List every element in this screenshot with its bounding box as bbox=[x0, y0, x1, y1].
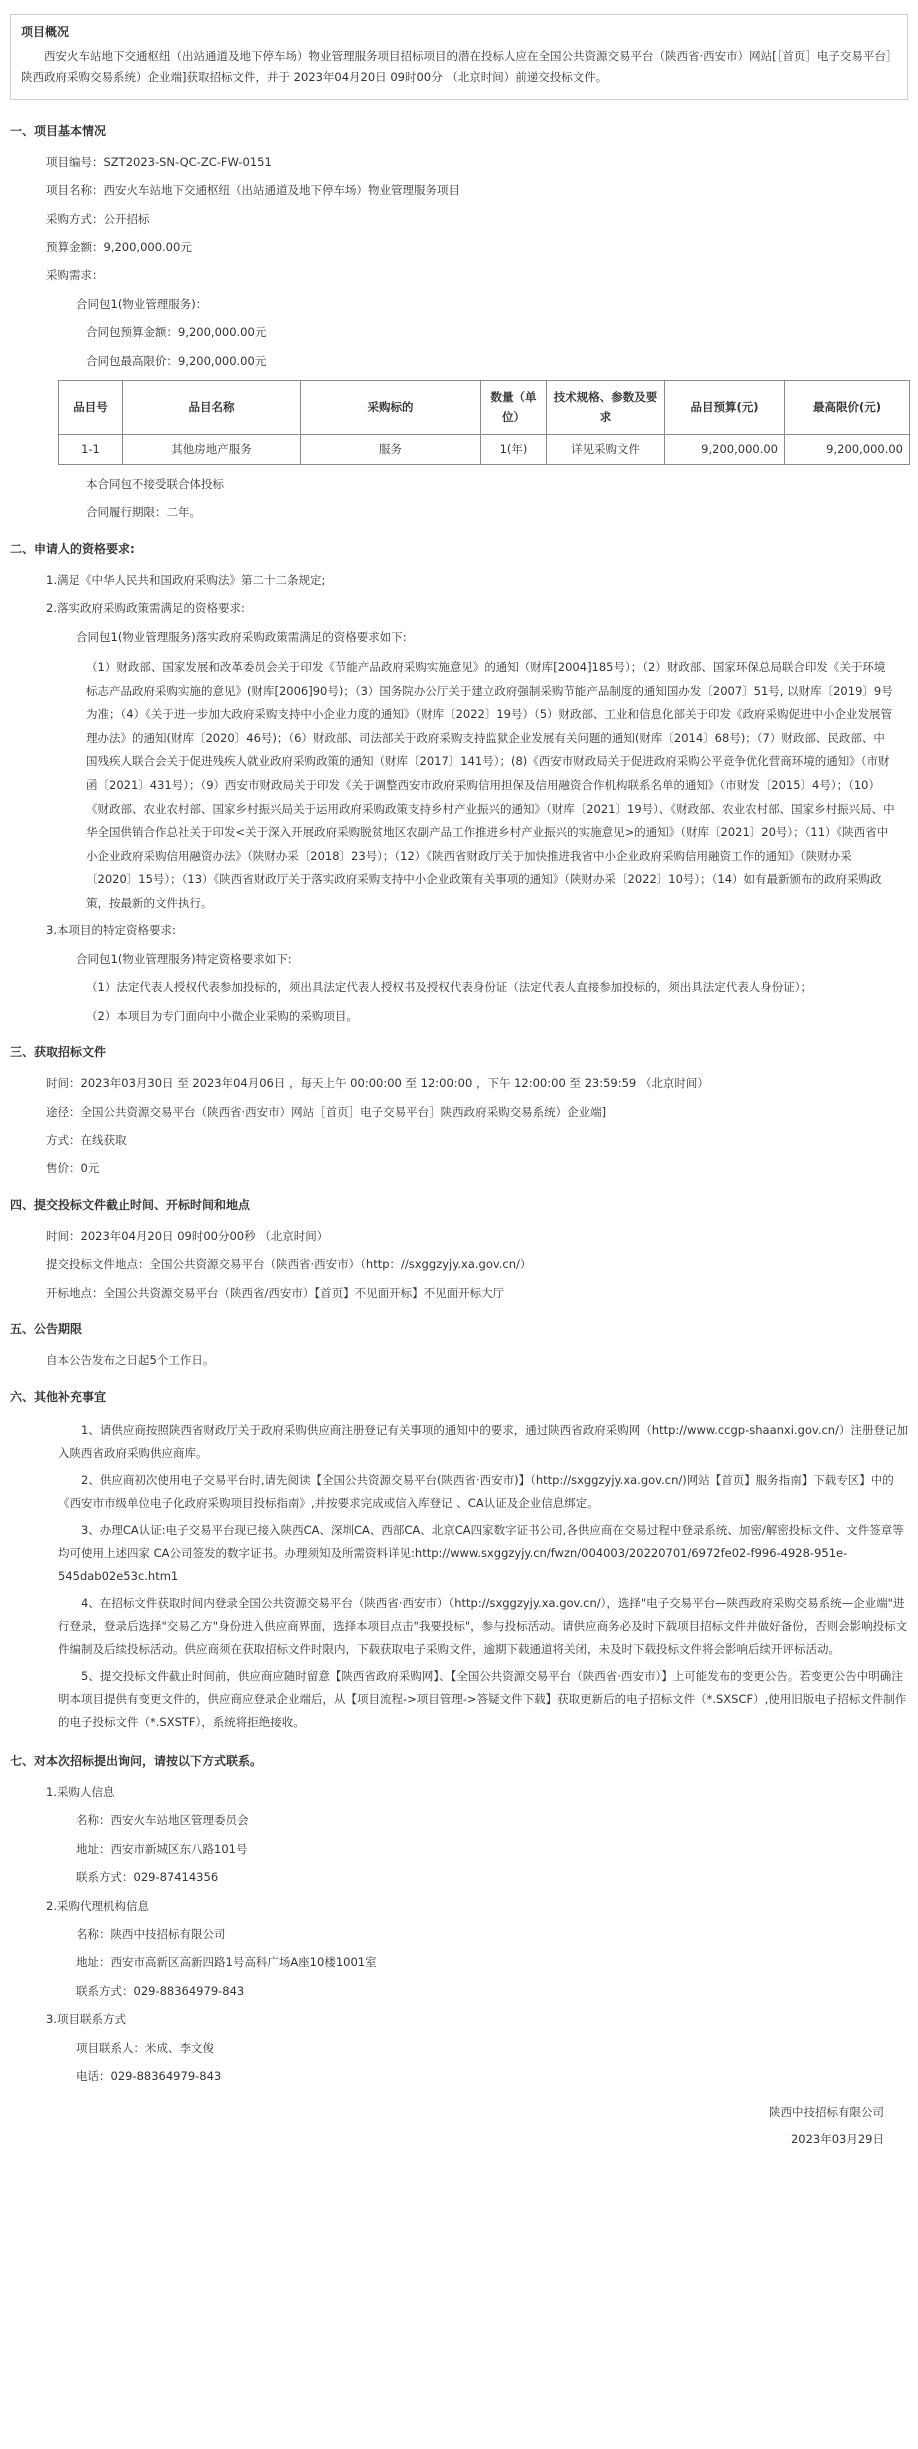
agency-address: 地址：西安市高新区高新四路1号高科广场A座10楼1001室 bbox=[76, 1955, 377, 1970]
overview-title: 项目概况 bbox=[21, 25, 70, 39]
col-header: 品目号 bbox=[59, 381, 123, 435]
submit-location: 提交投标文件地点：全国公共资源交易平台（陕西省·西安市）（http：//sxggzyjy.xa.gov.cn/） bbox=[46, 1257, 532, 1272]
section-qualification bbox=[10, 540, 908, 1025]
section-basic-info bbox=[10, 122, 908, 522]
section-title: 三、获取招标文件 bbox=[10, 1044, 107, 1059]
section-other-matters bbox=[10, 1388, 908, 1734]
purchaser-name: 名称：西安火车站地区管理委员会 bbox=[76, 1813, 249, 1828]
footer-company: 陕西中技招标有限公司 bbox=[769, 2105, 884, 2120]
section-contact bbox=[10, 1752, 908, 2085]
table-cell: 9,200,000.00 bbox=[665, 435, 785, 465]
table-cell: 服务 bbox=[301, 435, 481, 465]
section-title: 五、公告期限 bbox=[10, 1322, 83, 1337]
table-header-row bbox=[59, 381, 910, 435]
other-matter-paragraph: 3、办理CA认证:电子交易平台现已接入陕西CA、深圳CA、西部CA、北京CA四家数字证书公司,各供应商在交易过程中登录系统、加密/解密投标文件、文件签章等均可使用上述四家 CA公司签发的数字证书。办理须知及所需资料详见:http://www.sxggzyjy.cn/fwzn/004003/20220701/6972fe02-f996-4928-951e-545dab02e53c.htm1 bbox=[58, 1522, 904, 1583]
procurement-method: 采购方式：公开招标 bbox=[46, 211, 150, 226]
no-consortium-note: 本合同包不接受联合体投标 bbox=[86, 477, 224, 492]
qualification-item: 2.落实政府采购政策需满足的资格要求: bbox=[46, 601, 245, 616]
package-policy-heading: 合同包1(物业管理服务)落实政府采购政策需满足的资格要求如下: bbox=[76, 629, 407, 644]
section-obtain-docs bbox=[10, 1043, 908, 1178]
agency-phone: 联系方式：029-88364979-843 bbox=[76, 1983, 245, 1998]
section-title: 一、项目基本情况 bbox=[10, 123, 107, 138]
table-cell: 详见采购文件 bbox=[547, 435, 665, 465]
col-header: 最高限价(元) bbox=[785, 381, 910, 435]
obtain-time: 时间：2023年03月30日 至 2023年04月06日 ，每天上午 00:00:00 至 12:00:00 ，下午 12:00:00 至 23:59:59 （北京时间） bbox=[46, 1076, 709, 1091]
section-title: 二、申请人的资格要求: bbox=[10, 541, 135, 556]
footer-date: 2023年03月29日 bbox=[790, 2131, 884, 2146]
qualification-item: 3.本项目的特定资格要求: bbox=[46, 923, 176, 938]
notice-period-text: 自本公告发布之日起5个工作日。 bbox=[46, 1353, 215, 1368]
purchaser-heading: 1.采购人信息 bbox=[46, 1784, 115, 1799]
agency-name: 名称：陕西中技招标有限公司 bbox=[76, 1926, 226, 1941]
section-title: 四、提交投标文件截止时间、开标时间和地点 bbox=[10, 1197, 251, 1212]
obtain-method: 方式：在线获取 bbox=[46, 1132, 127, 1147]
policy-list-text: （1）财政部、国家发展和改革委员会关于印发《节能产品政府采购实施意见》的通知（财库[2004]185号）；（2）财政部、国家环保总局联合印发《关于环境标志产品政府采购实施的意见》(财库[2006]90号)；（3）国务院办公厅关于建立政府强制采购节能产品制度的通知国办发〔2007〕51号, 以财库〔2019〕9号为准；（4）《关于进一步加大政府采购支持中小企业力度的通知》（财库〔2022〕19号）（5）财政部、工业和信息化部关于印发《政府采购促进中小企业发展管理办法》的通知(财库〔2020〕46号)；（6）财政部、司法部关于政府采购支持监狱企业发展有关问题的通知(财库〔2014〕68号)；（7）财政部、民政部、中国残疾人联合会关于促进残疾人就业政府采购政策的通知（财库〔2017〕141号）；(8)《西安市财政局关于促进政府采购公平竞争优化营商环境的通知》（市财函〔2021〕431号）；（9）西安市财政局关于印发《关于调整西安市政府采购信用担保及信用融资合作机构联系名单的通知》（市财发〔2015〕4号）；（10）《财政部、农业农村部、国家乡村振兴局关于运用政府采购政策支持乡村产业振兴的通知》（财库〔2021〕19号）、《财政部、农业农村部、国家乡村振兴局、中华全国供销合作总社关于印发<关于深入开展政府采购脱贫地区农副产品工作推进乡村产业振兴的实施意见>的通知》（财库〔2021〕20号）；（11）《陕西省中小企业政府采购信用融资办法》（陕财办采〔2018〕23号）；（12）《陕西省财政厅关于加快推进我省中小企业政府采购信用融资工作的通知》（陕财办采〔2020〕15号）；（13）《陕西省财政厅关于落实政府采购支持中小企业政策有关事项的通知》（陕财办采〔2022〕10号）；（14）如有最新颁布的政府采购政策，按最新的文件执行。 bbox=[86, 660, 895, 910]
project-contact-person: 项目联系人：米成、李文俊 bbox=[76, 2040, 214, 2055]
col-header: 品目预算(元) bbox=[665, 381, 785, 435]
other-matter-paragraph: 5、提交投标文件截止时间前，供应商应随时留意【陕西省政府采购网】、【全国公共资源交易平台（陕西省·西安市）】上可能发布的变更公告。若变更公告中明确注明本项目提供有变更文件的，供应商应登录企业端后，从【项目流程->项目管理->答疑文件下载】获取更新后的电子招标文件（*.SXSCF）,使用旧版电子招标文件制作的电子投标文件（*.SXSTF），系统将拒绝接收。 bbox=[58, 1668, 907, 1729]
package-budget: 合同包预算金额：9,200,000.00元 bbox=[86, 325, 267, 340]
package-max-price: 合同包最高限价：9,200,000.00元 bbox=[86, 353, 267, 368]
section-title: 七、对本次招标提出询问，请按以下方式联系。 bbox=[10, 1753, 263, 1768]
project-contact-phone: 电话：029-88364979-843 bbox=[76, 2068, 222, 2083]
col-header: 品目名称 bbox=[123, 381, 301, 435]
purchaser-address: 地址：西安市新城区东八路101号 bbox=[76, 1841, 248, 1856]
special-requirement: （1）法定代表人授权代表参加投标的，须出具法定代表人授权书及授权代表身份证（法定代表人直接参加投标的，须出具法定代表人身份证）； bbox=[86, 980, 813, 995]
deadline-time: 时间：2023年04月20日 09时00分00秒 （北京时间） bbox=[46, 1228, 329, 1243]
col-header: 采购标的 bbox=[301, 381, 481, 435]
budget-amount: 预算金额：9,200,000.00元 bbox=[46, 240, 192, 255]
package-special-heading: 合同包1(物业管理服务)特定资格要求如下: bbox=[76, 951, 292, 966]
other-matter-paragraph: 2、供应商初次使用电子交易平台时,请先阅读【全国公共资源交易平台(陕西省·西安市)】（http://sxggzyjy.xa.gov.cn/)网站【首页】服务指南】下载专区】中的《西安市市级单位电子化政府采购项目投标指南》,并按要求完成或信入库登记 、CA认证及企业信息绑定。 bbox=[58, 1472, 894, 1510]
table-row bbox=[59, 435, 910, 465]
section-title: 六、其他补充事宜 bbox=[10, 1389, 107, 1404]
overview-text: 西安火车站地下交通枢纽（出站通道及地下停车场）物业管理服务项目招标项目的潜在投标人应在全国公共资源交易平台（陕西省·西安市）网站[［首页］电子交易平台］陕西政府采购交易系统）企业端]获取招标文件，并于 2023年04月20日 09时00分 （北京时间）前递交投标文件。 bbox=[21, 49, 892, 85]
procurement-demand: 采购需求： bbox=[46, 268, 104, 283]
other-matter-paragraph: 1、请供应商按照陕西省财政厅关于政府采购供应商注册登记有关事项的通知中的要求，通过陕西省政府采购网（http://www.ccgp-shaanxi.gov.cn/）注册登记加入陕西省政府采购供应商库。 bbox=[58, 1422, 908, 1460]
agency-heading: 2.采购代理机构信息 bbox=[46, 1898, 149, 1913]
col-header: 技术规格、参数及要求 bbox=[547, 381, 665, 435]
items-table bbox=[58, 380, 910, 465]
obtain-way: 途径：全国公共资源交易平台（陕西省·西安市）网站［首页］电子交易平台］陕西政府采购交易系统）企业端] bbox=[46, 1104, 607, 1119]
qualification-item: 1.满足《中华人民共和国政府采购法》第二十二条规定; bbox=[46, 573, 326, 587]
obtain-price: 售价：0元 bbox=[46, 1161, 100, 1176]
project-contact-heading: 3.项目联系方式 bbox=[46, 2012, 126, 2027]
purchaser-phone: 联系方式：029-87414356 bbox=[76, 1870, 219, 1885]
project-name: 项目名称：西安火车站地下交通枢纽（出站通道及地下停车场）物业管理服务项目 bbox=[46, 183, 460, 198]
section-deadline bbox=[10, 1196, 908, 1302]
col-header: 数量（单位） bbox=[481, 381, 547, 435]
special-requirement: （2）本项目为专门面向中小微企业采购的采购项目。 bbox=[86, 1008, 358, 1023]
contract-term: 合同履行期限：二年。 bbox=[86, 505, 201, 520]
project-overview-box bbox=[10, 14, 908, 100]
table-cell: 其他房地产服务 bbox=[123, 435, 301, 465]
table-cell: 1-1 bbox=[59, 435, 123, 465]
project-code: 项目编号：SZT2023-SN-QC-ZC-FW-0151 bbox=[46, 154, 272, 169]
contract-package: 合同包1(物业管理服务)： bbox=[76, 296, 208, 311]
table-cell: 1(年) bbox=[481, 435, 547, 465]
section-notice-period bbox=[10, 1320, 908, 1370]
other-matter-paragraph: 4、在招标文件获取时间内登录全国公共资源交易平台（陕西省·西安市）（http://sxggzyjy.xa.gov.cn/），选择"电子交易平台—陕西政府采购交易系统—企业端"进行登录，登录后选择"交易乙方"身份进入供应商界面，选择本项目点击"我要投标"，参与投标活动。请供应商务必及时下载项目招标文件并做好备份，否则会影响投标文件编制及后续投标活动。供应商须在获取招标文件时限内，下载获取电子采购文件，逾期下载通道将关闭，未及时下载投标文件将会影响后续开评标活动。 bbox=[58, 1595, 908, 1656]
opening-location: 开标地点：全国公共资源交易平台（陕西省/西安市）【首页】不见面开标】不见面开标大厅 bbox=[46, 1285, 505, 1300]
table-cell: 9,200,000.00 bbox=[785, 435, 910, 465]
